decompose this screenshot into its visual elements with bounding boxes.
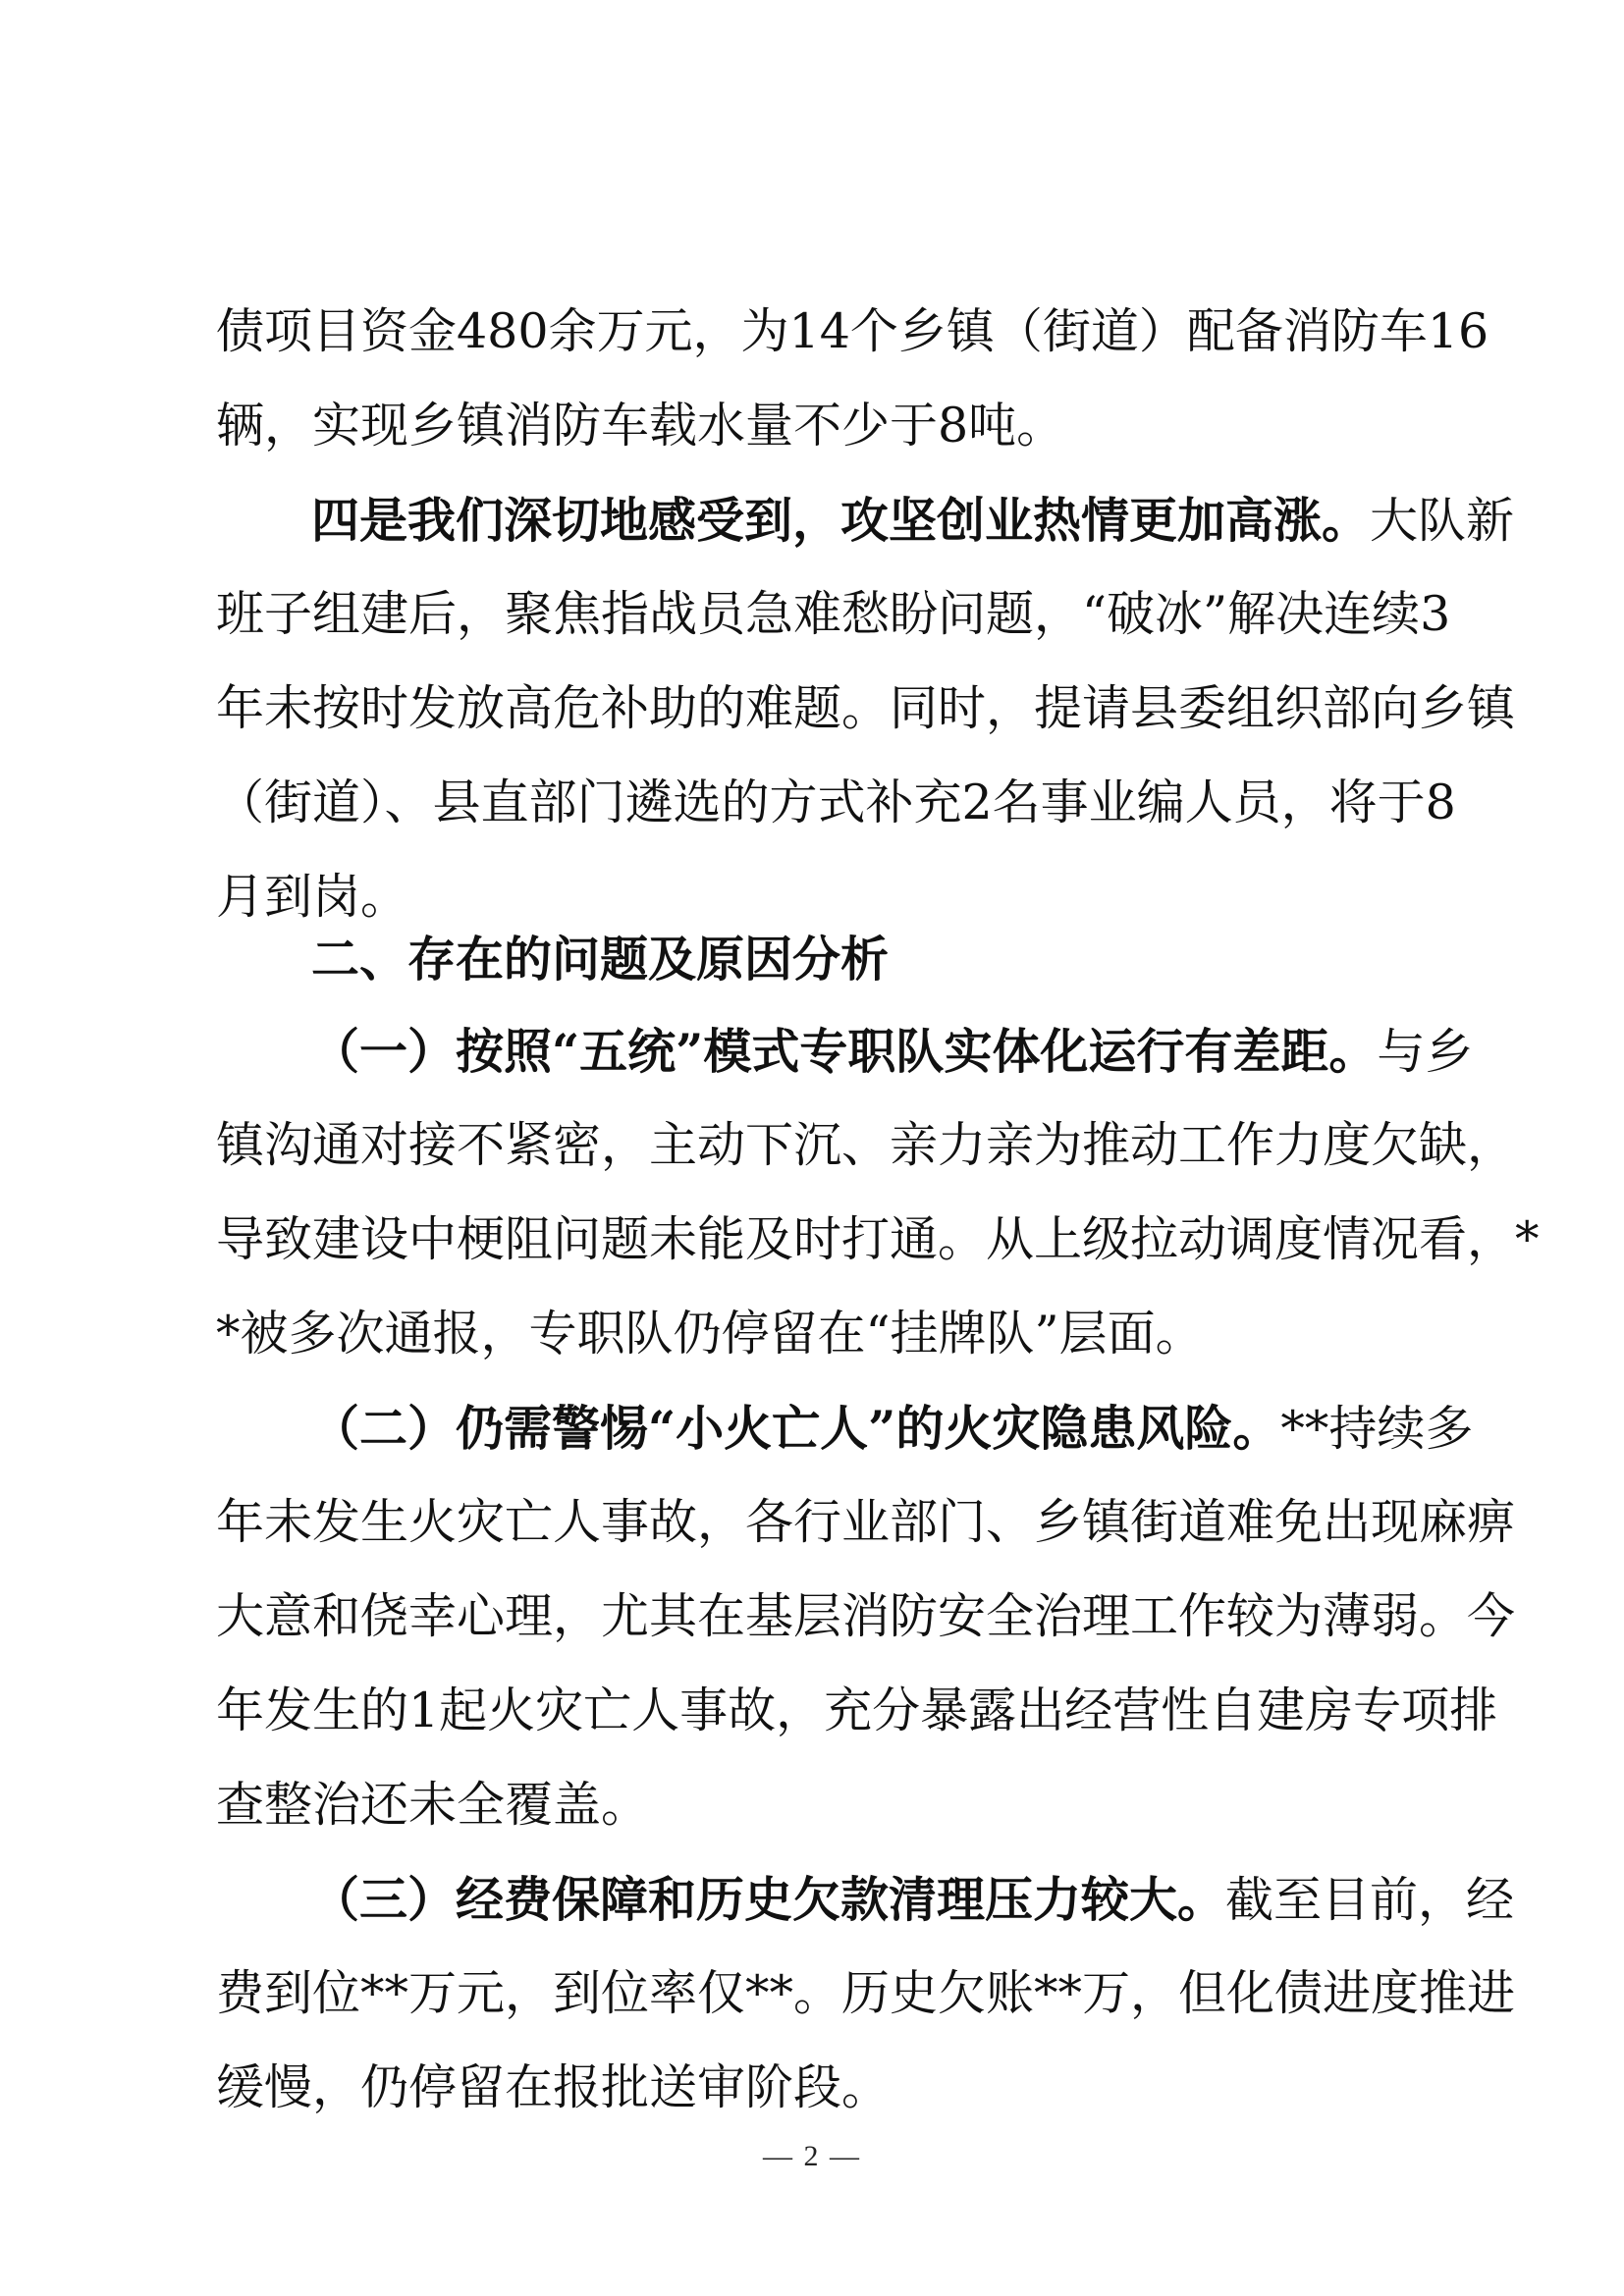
paragraph-line-9 (311, 1022, 1474, 1082)
paragraph-lead-4: 四是我们深切地感受到，攻坚创业热情更加高涨。 (311, 492, 1371, 549)
page-number: — 2 — (763, 2140, 861, 2172)
body-line-15: 大意和侥幸心理，尤其在基层消防安全治理工作较为薄弱。今 (216, 1588, 1516, 1644)
subheading-1-tail: 与乡 (1377, 1024, 1474, 1080)
body-line-7: （街道）、县直部门遴选的方式补充2名事业编人员，将于8 (216, 774, 1456, 830)
body-line-17: 查整治还未全覆盖。 (216, 1777, 650, 1833)
paragraph-line-18 (311, 1870, 1515, 1930)
body-line-14: 年未发生火灾亡人事故，各行业部门、乡镇街道难免出现麻痹 (216, 1494, 1516, 1550)
body-line-20: 缓慢，仍停留在报批送审阶段。 (216, 2059, 891, 2115)
body-line-10: 镇沟通对接不紧密，主动下沉、亲力亲为推动工作力度欠缺， (216, 1117, 1516, 1173)
subheading-1: （一）按照“五统”模式专职队实体化运行有差距。 (311, 1023, 1378, 1080)
body-line-12: *被多次通报，专职队仍停留在“挂牌队”层面。 (216, 1306, 1204, 1362)
subheading-2: （二）仍需警惕“小火亡人”的火灾隐患风险。 (311, 1400, 1281, 1457)
subheading-2-tail: **持续多 (1280, 1401, 1474, 1457)
body-line-8: 月到岗。 (216, 869, 409, 925)
paragraph-line-3 (311, 491, 1515, 551)
body-line-2: 辆，实现乡镇消防车载水量不少于8吨。 (216, 398, 1065, 454)
paragraph-line-13 (311, 1399, 1474, 1459)
body-line-6: 年未按时发放高危补助的难题。同时，提请县委组织部向乡镇 (216, 680, 1516, 736)
subheading-3-tail: 截至目前，经 (1225, 1872, 1515, 1928)
body-line-1: 债项目资金480余万元，为14个乡镇（街道）配备消防车16 (216, 303, 1489, 359)
paragraph-tail-4: 大队新 (1370, 493, 1515, 549)
section-heading: 二、存在的问题及原因分析 (311, 931, 890, 988)
body-line-16: 年发生的1起火灾亡人事故，充分暴露出经营性自建房专项排 (216, 1682, 1498, 1738)
subheading-3: （三）经费保障和历史欠款清理压力较大。 (311, 1871, 1226, 1928)
body-line-5: 班子组建后，聚焦指战员急难愁盼问题，“破冰”解决连续3 (216, 586, 1451, 642)
body-line-11: 导致建设中梗阻问题未能及时打通。从上级拉动调度情况看，* (216, 1211, 1540, 1267)
body-line-19: 费到位**万元，到位率仅**。历史欠账**万，但化债进度推进 (216, 1965, 1516, 2021)
